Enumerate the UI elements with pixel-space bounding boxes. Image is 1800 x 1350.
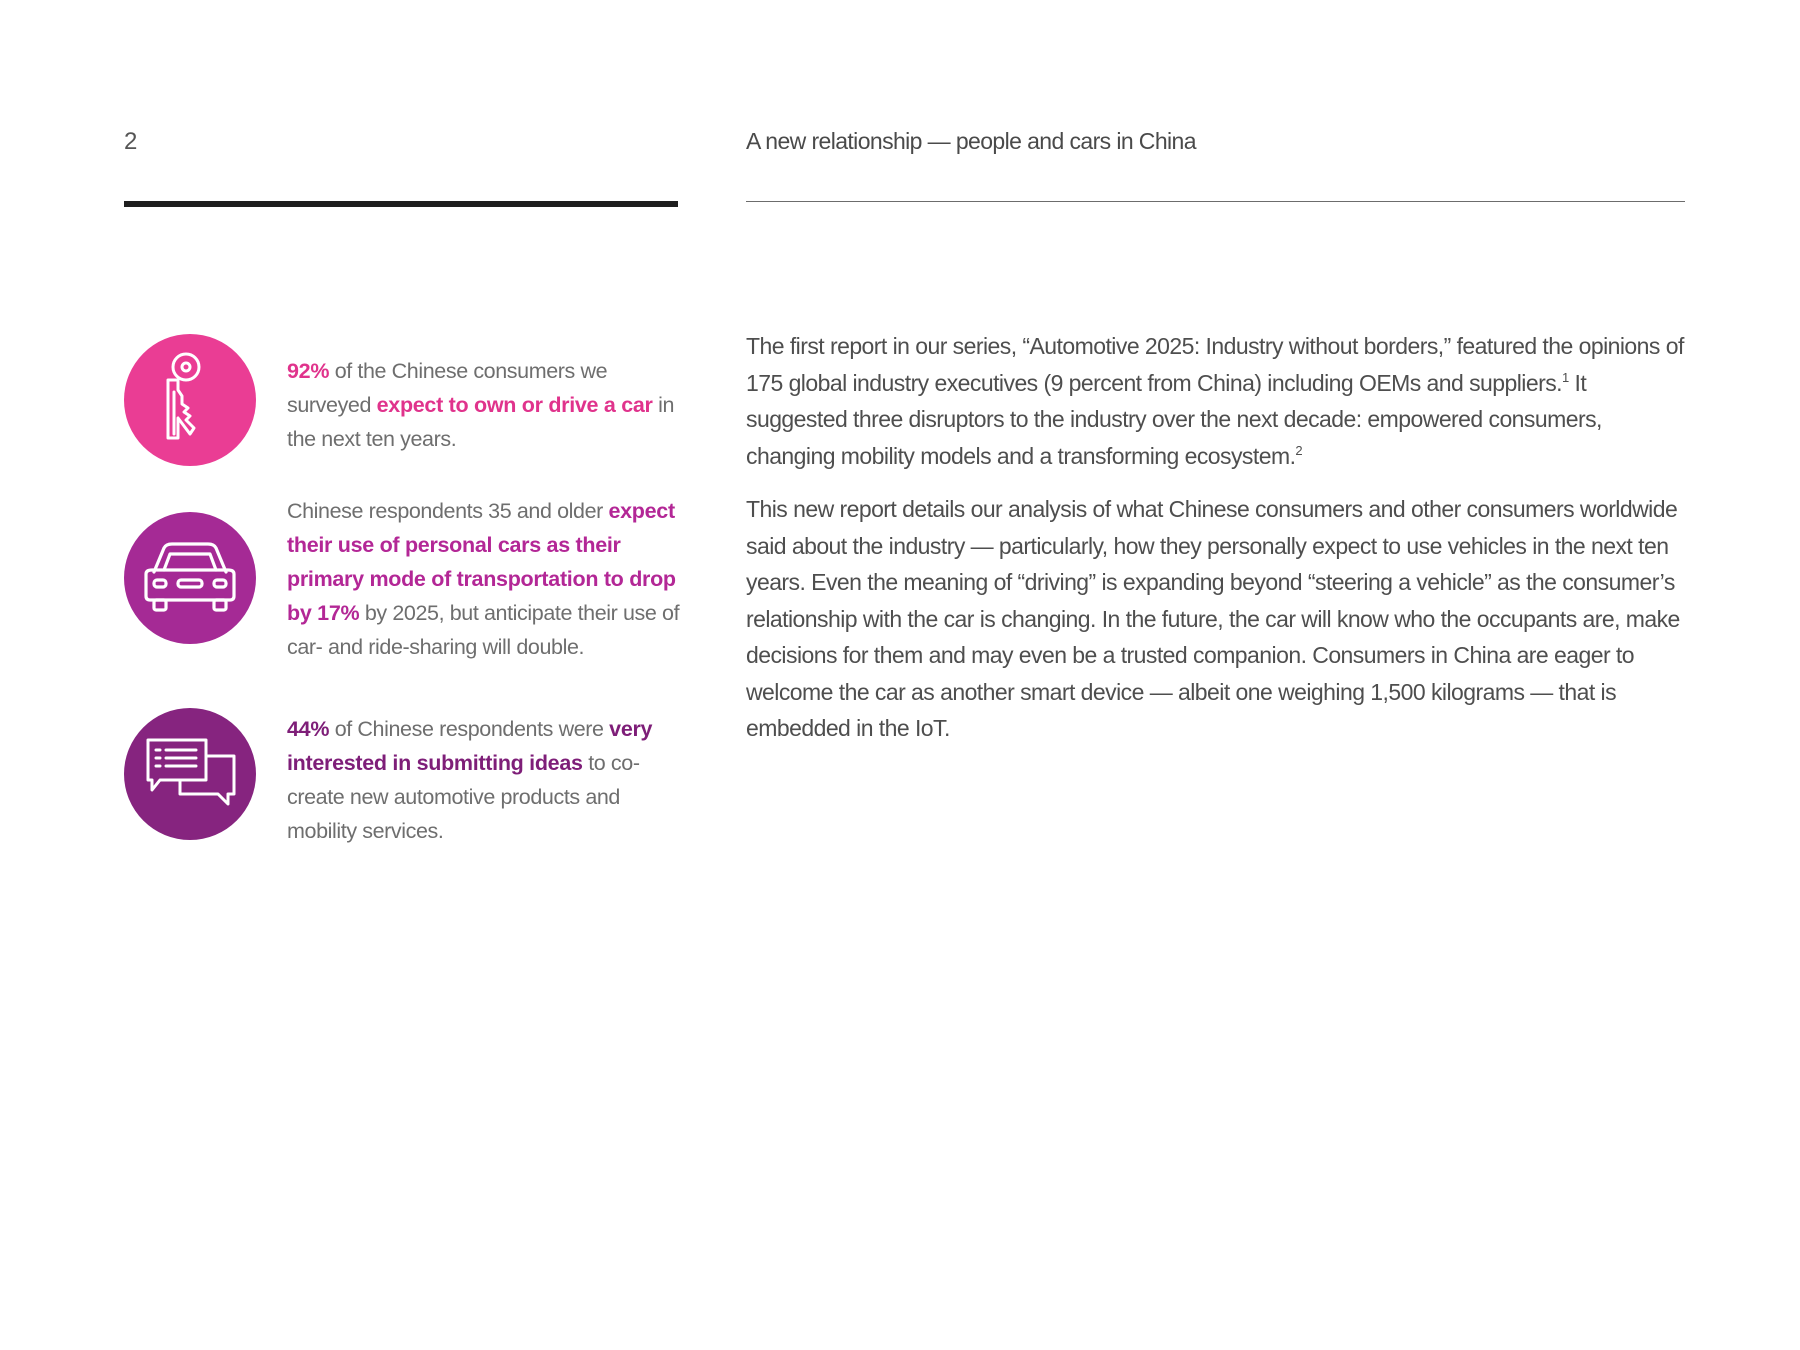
body-copy [746, 328, 1686, 764]
stat-percent: 44% [287, 717, 330, 741]
stat-text-own-car [287, 354, 682, 456]
left-column-rule [124, 201, 678, 207]
running-title: A new relationship — people and cars in China [746, 128, 1196, 154]
footnote-marker: 1 [1562, 369, 1569, 385]
body-paragraph-1 [746, 328, 1686, 474]
stat-text-part: of Chinese respondents were [329, 717, 610, 741]
right-column-rule [746, 201, 1685, 202]
body-text: It suggested three disruptors to the industry over the next decade: empowered consumers, changing mobility models and a transforming ecosystem. [746, 369, 1602, 469]
stat-text-part: by 2025, but anticipate their use of car- and ride-sharing will double. [287, 601, 680, 659]
stat-badge-pink [124, 334, 256, 466]
chat-bubbles-icon [124, 708, 256, 840]
stat-highlight: very interested in submitting ideas [287, 717, 653, 775]
car-key-icon [124, 334, 256, 466]
stat-badge-magenta [124, 512, 256, 644]
stat-text-part: in the next ten years. [287, 393, 675, 451]
stat-highlight: expect to own or drive a car [376, 393, 653, 417]
stat-highlight: expect their use of personal cars as their primary mode of transportation to drop by 17% [287, 499, 676, 625]
car-front-icon [124, 512, 256, 644]
stat-text-part: of the Chinese consumers we surveyed [287, 359, 608, 417]
stat-percent: 92% [287, 359, 330, 383]
stat-text-ideas [287, 712, 682, 848]
stat-text-part: Chinese respondents 35 and older [287, 499, 609, 523]
page-number: 2 [124, 128, 137, 155]
body-text: The first report in our series, “Automotive 2025: Industry without borders,” featured the opinions of 175 global industry executives (9 percent from China) including OEMs and suppliers. [746, 333, 1684, 396]
stat-text-part: to co-create new automotive products and mobility services. [287, 751, 640, 843]
stat-text-personal-cars [287, 494, 682, 664]
footnote-marker: 2 [1295, 442, 1303, 458]
stat-badge-purple [124, 708, 256, 840]
body-paragraph-2: This new report details our analysis of what Chinese consumers and other consumers worldwide said about the industry — particularly, how they personally expect to use vehicles in the next ten years. Even the meaning of “driving” is expanding beyond “steering a vehicle” as the consumer’s relationship with the car is changing. In the future, the car will know who the occupants are, make decisions for them and may even be a trusted companion. Consumers in China are eager to welcome the car as another smart device — albeit one weighing 1,500 kilograms — that is embedded in the IoT. [746, 496, 1680, 741]
